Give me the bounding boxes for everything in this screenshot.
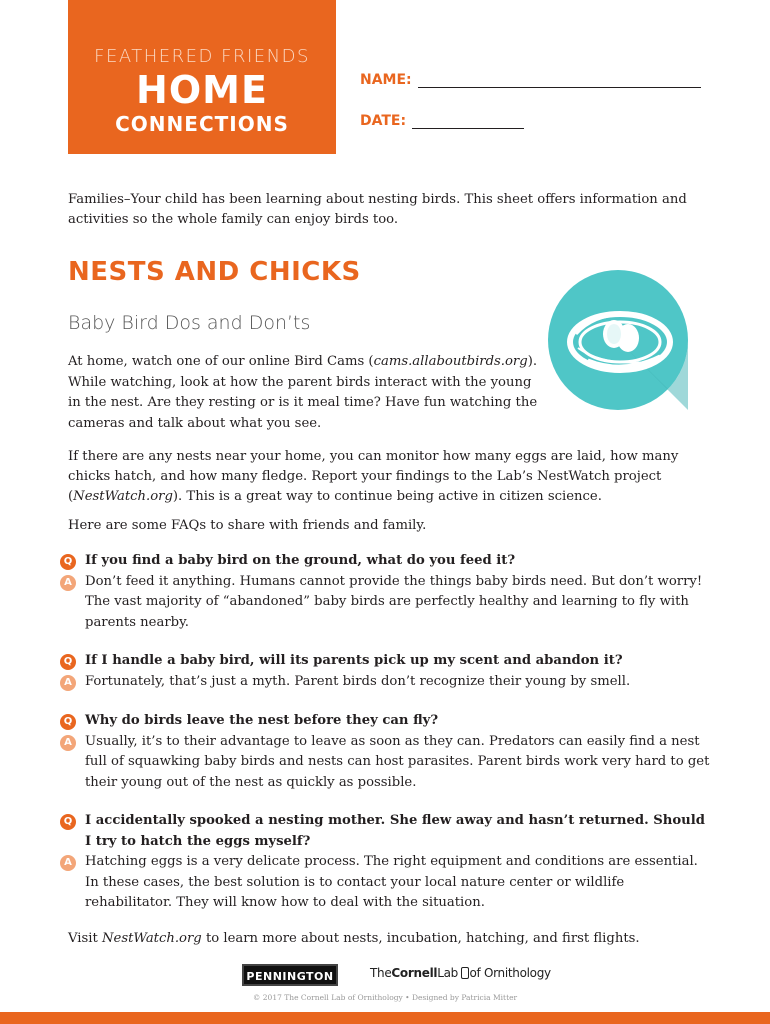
banner-title: HOME [136, 68, 268, 112]
visit-paragraph: Visit NestWatch.org to learn more about nests, incubation, hatching, and first flights. [68, 931, 640, 946]
intro-paragraph: Families–Your child has been learning about nesting birds. This sheet offers information and activities so the whole family can enjoy birds too. [68, 192, 687, 227]
faq-answer: Don’t feed it anything. Humans cannot provide the things baby birds need. But don’t worry! The vast majority of “abandoned” baby birds are perfectly healthy and learning to fly with parents nearby. [85, 573, 703, 630]
name-label: NAME: [360, 72, 412, 88]
question-badge-icon: Q [60, 714, 76, 730]
date-line[interactable] [412, 115, 524, 129]
faq-answer: Fortunately, that’s just a myth. Parent birds don’t recognize their young by smell. [85, 673, 631, 689]
name-line[interactable] [418, 74, 701, 88]
faq-question: If I handle a baby bird, will its parents pick up my scent and abandon it? [85, 653, 623, 668]
answer-badge-icon: A [60, 575, 76, 591]
faq-item [60, 551, 710, 633]
question-badge-icon: Q [60, 814, 76, 830]
faq-answer: Usually, it’s to their advantage to leave as soon as they can. Predators can easily find a nest full of squawking baby birds and nests can host parasites. Parent birds work very hard to get their young out of the nest as quickly as possible. [85, 733, 710, 790]
faq-item [60, 811, 710, 914]
pennington-logo: PENNINGTON [242, 964, 338, 986]
visit-nestwatch-link[interactable]: NestWatch.org [102, 931, 202, 946]
question-badge-icon: Q [60, 554, 76, 570]
faq-answer: Hatching eggs is a very delicate process. The right equipment and conditions are essential. In these cases, the best solution is to contact your local nature center or wildlife rehabilitator. They will know how to deal with the situation. [85, 854, 698, 910]
answer-badge-icon: A [60, 675, 76, 691]
banner-kicker: FEATHERED FRIENDS [94, 46, 310, 67]
nestwatch-link[interactable]: NestWatch.org [73, 489, 173, 504]
date-label: DATE: [360, 113, 407, 129]
date-field[interactable] [360, 113, 524, 129]
section-subheading: Baby Bird Dos and Don’ts [68, 312, 311, 334]
question-badge-icon: Q [60, 654, 76, 670]
name-field[interactable] [360, 72, 701, 88]
bottom-bar [0, 1012, 770, 1024]
banner-subtitle: CONNECTIONS [115, 112, 289, 136]
faq-question: I accidentally spooked a nesting mother. She flew away and hasn’t returned. Should I try to hatch the eggs myself? [85, 813, 705, 849]
faq-item [60, 711, 710, 793]
bird-cams-link[interactable]: cams.allaboutbirds.org [373, 354, 528, 369]
nest-with-eggs-icon [548, 270, 688, 410]
bird-cams-paragraph: At home, watch one of our online Bird Cams (cams.allaboutbirds.org). While watching, look at how the parent birds interact with the young in the nest. Are they resting or is it meal time? Have fun watching the cameras and talk about what you see. [68, 354, 538, 431]
answer-badge-icon: A [60, 735, 76, 751]
section-heading: NESTS AND CHICKS [68, 257, 361, 287]
faq-question: Why do birds leave the nest before they can fly? [85, 713, 439, 728]
faq-item [60, 651, 710, 692]
nestwatch-paragraph: If there are any nests near your home, you can monitor how many eggs are laid, how many chicks hatch, and how many fledge. Report your findings to the Lab’s NestWatch project (NestWatch.org). This is a great way to continue being active in citizen science. [68, 449, 679, 504]
copyright-footnote: © 2017 The Cornell Lab of Ornithology • Designed by Patricia Mitter [252, 993, 518, 1002]
header-banner [68, 0, 336, 154]
faq-question: If you find a baby bird on the ground, what do you feed it? [85, 553, 516, 568]
cornell-lab-logo: TheCornellLab of Ornithology [370, 966, 551, 980]
faq-intro: Here are some FAQs to share with friends and family. [68, 518, 427, 533]
answer-badge-icon: A [60, 855, 76, 871]
